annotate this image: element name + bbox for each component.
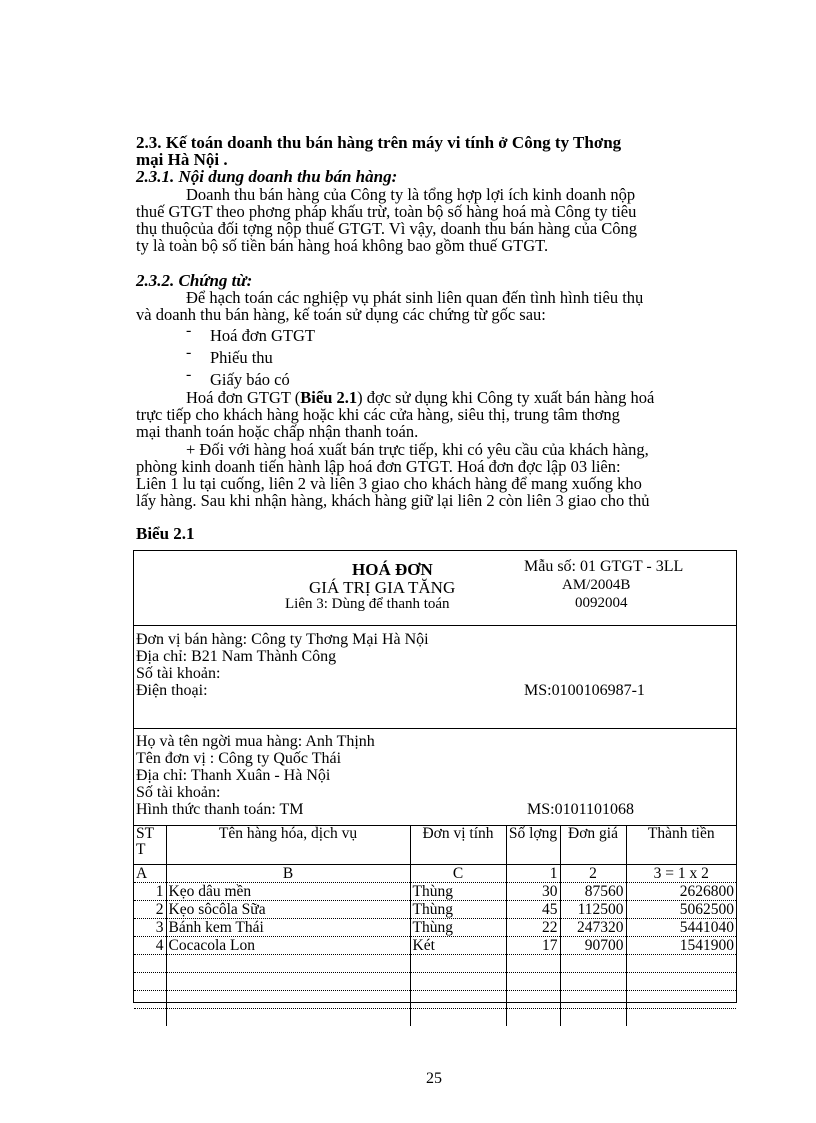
table-cell: Két (410, 937, 506, 955)
seller-account: Số tài khoản: (136, 665, 221, 682)
table-cell: 1 (506, 865, 560, 883)
empty-row (134, 1009, 736, 1027)
empty-row (134, 955, 736, 973)
table-cell: Kẹo sôcôla Sữa (166, 901, 410, 919)
s232-intro-line1: Để hạch toán các nghiệp vụ phát sinh liên quan đến tình hình tiêu thụ (186, 288, 644, 307)
buyer-address: Địa chỉ: Thanh Xuân - Hà Nội (136, 767, 331, 784)
code-row (134, 865, 736, 883)
invoice-so: 0092004 (575, 595, 628, 611)
table-cell: 2626800 (626, 883, 736, 901)
s231-line3: thụ thuộcủa đối tợng nộp thuế GTGT. Vì vậy, doanh thu bán hàng của Công (136, 219, 638, 238)
table-row (134, 901, 736, 919)
buyer-payment: Hình thức thanh toán: TM (136, 801, 304, 818)
bieu-label: Biểu 2.1 (136, 524, 195, 543)
bieu-ref: Biểu 2.1 (300, 388, 358, 407)
para2-line2: phòng kinh doanh tiến hành lập hoá đơn GTGT. Hoá đơn đợc lập 03 liên: (136, 457, 621, 476)
page-number: 25 (426, 1070, 442, 1087)
subsection-231-title: 2.3.1. Nội dung doanh thu bán hàng: (136, 167, 398, 186)
invoice-mau-so: Mẫu số: 01 GTGT - 3LL (524, 558, 684, 575)
para1-line3: mại thanh toán hoặc chấp nhận thanh toán. (136, 422, 419, 441)
section-heading-line2: mại Hà Nội . (136, 150, 228, 169)
items-table (134, 826, 736, 1026)
seller-address: Địa chỉ: B21 Nam Thành Công (136, 648, 337, 665)
table-cell: 1541900 (626, 937, 736, 955)
table-cell: 30 (506, 883, 560, 901)
table-cell: A (134, 865, 166, 883)
invoice-subtitle: GIÁ TRỊ GIA TĂNG (309, 578, 456, 597)
table-cell: Thùng (410, 883, 506, 901)
col-header: ST T (134, 826, 166, 865)
col-header: Thành tiền (626, 826, 736, 865)
table-cell: 2 (134, 901, 166, 919)
table-cell: 90700 (560, 937, 626, 955)
subsection-232-title: 2.3.2. Chứng từ: (136, 271, 253, 290)
table-cell: Kẹo dâu mền (166, 883, 410, 901)
table-cell: 2 (560, 865, 626, 883)
invoice (133, 550, 737, 1003)
table-cell: 5062500 (626, 901, 736, 919)
invoice-header (134, 551, 736, 626)
table-cell: Thùng (410, 919, 506, 937)
table-cell: 87560 (560, 883, 626, 901)
col-header: Số lợng (506, 826, 560, 865)
table-cell: 3 (134, 919, 166, 937)
table-cell: 45 (506, 901, 560, 919)
buyer-ms: MS:0101101068 (527, 801, 634, 818)
para2-line3: Liên 1 lu tại cuống, liên 2 và liên 3 giao cho khách hàng để mang xuống kho (136, 474, 642, 493)
para1-post: ) đợc sử dụng khi Công ty xuất bán hàng hoá (357, 388, 655, 407)
para2-line1: + Đối với hàng hoá xuất bán trực tiếp, khi có yêu cầu của khách hàng, (186, 440, 649, 459)
table-cell: 247320 (560, 919, 626, 937)
table-cell: 3 = 1 x 2 (626, 865, 736, 883)
table-cell: 112500 (560, 901, 626, 919)
buyer-block (134, 729, 736, 826)
para1-line2: trực tiếp cho khách hàng hoặc khi các cửa hàng, siêu thị, trung tâm thơng (136, 405, 620, 424)
invoice-lien: Liên 3: Dùng để thanh toán (285, 596, 450, 612)
table-cell: B (166, 865, 410, 883)
seller-name: Đơn vị bán hàng: Công ty Thơng Mại Hà Nội (136, 631, 429, 648)
bullet-dash-icon: - (186, 366, 192, 383)
bullet-dash-icon: - (186, 322, 192, 339)
list-item: Phiếu thu (210, 348, 273, 367)
seller-ms: MS:0100106987-1 (524, 682, 645, 699)
col-header: Đơn giá (560, 826, 626, 865)
buyer-name: Họ và tên ngời mua hàng: Anh Thịnh (136, 733, 375, 750)
table-row (134, 919, 736, 937)
table-cell: Thùng (410, 901, 506, 919)
list-item: Hoá đơn GTGT (210, 326, 315, 345)
s231-line4: ty là toàn bộ số tiền bán hàng hoá không bao gồm thuế GTGT. (136, 236, 549, 255)
buyer-account: Số tài khoản: (136, 784, 221, 801)
col-header: Đơn vị tính (410, 826, 506, 865)
table-cell: 5441040 (626, 919, 736, 937)
empty-row (134, 991, 736, 1009)
para1-line1 (186, 389, 654, 406)
table-cell: Bánh kem Thái (166, 919, 410, 937)
s232-intro-line2: và doanh thu bán hàng, kế toán sử dụng các chứng từ gốc sau: (136, 305, 546, 324)
bullet-dash-icon: - (186, 344, 192, 361)
seller-phone: Điện thoại: (136, 682, 208, 699)
table-cell: 22 (506, 919, 560, 937)
s231-line2: thuế GTGT theo phơng pháp khấu trừ, toàn bộ số hàng hoá mà Công ty tiêu (136, 202, 637, 221)
invoice-title: HOÁ ĐƠN (352, 560, 433, 579)
col-header: Tên hàng hóa, dịch vụ (166, 826, 410, 865)
para2-line4: lấy hàng. Sau khi nhận hàng, khách hàng giữ lại liên 2 còn liên 3 giao cho thủ (136, 491, 650, 510)
table-cell: Cocacola Lon (166, 937, 410, 955)
buyer-unit: Tên đơn vị : Công ty Quốc Thái (136, 750, 342, 767)
section-heading-line1: 2.3. Kế toán doanh thu bán hàng trên máy vi tính ở Công ty Thơng (136, 133, 622, 152)
table-cell: 17 (506, 937, 560, 955)
empty-row (134, 973, 736, 991)
seller-block (134, 626, 736, 729)
table-cell: 1 (134, 883, 166, 901)
para1-pre: Hoá đơn GTGT ( (186, 388, 301, 407)
table-header-row (134, 826, 736, 865)
s231-line1: Doanh thu bán hàng của Công ty là tổng hợp lợi ích kinh doanh nộp (186, 185, 636, 204)
table-cell: 4 (134, 937, 166, 955)
table-row (134, 937, 736, 955)
list-item: Giấy báo có (210, 370, 290, 389)
table-row (134, 883, 736, 901)
invoice-ky-hieu: AM/2004B (562, 577, 631, 593)
table-cell: C (410, 865, 506, 883)
